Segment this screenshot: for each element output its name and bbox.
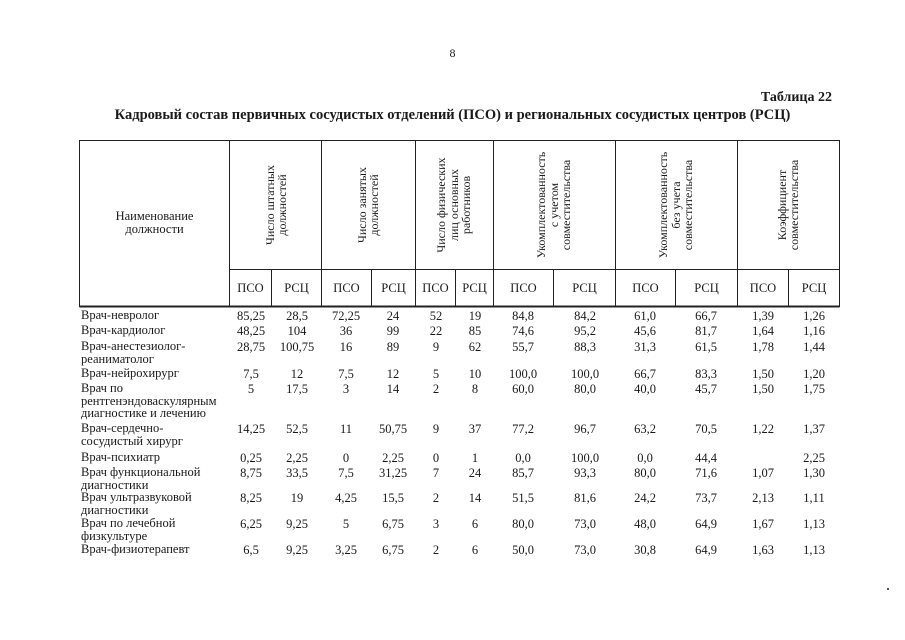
header-line: должностей xyxy=(367,174,381,236)
header-line: Укомплектованность xyxy=(534,151,549,259)
table-cell: 5 xyxy=(342,517,350,531)
table-cell: 36 xyxy=(339,324,353,338)
header-physical-persons xyxy=(419,141,489,269)
table-cell: 2,25 xyxy=(286,451,308,465)
table-cell: 80,0 xyxy=(574,382,596,396)
table-cell: 0,25 xyxy=(240,451,262,465)
table-cell: 64,9 xyxy=(695,543,717,557)
table-cell: 52,5 xyxy=(286,422,308,436)
table-cell: 7 xyxy=(432,466,440,480)
table-title: Кадровый состав первичных сосудистых отделений (ПСО) и региональных сосудистых центров (РСЦ) xyxy=(114,107,791,123)
name-line: Врач-невролог xyxy=(81,308,160,322)
table-cell: 85,25 xyxy=(236,309,266,323)
table-cell: 19 xyxy=(468,309,482,323)
name-line: Врач по xyxy=(81,381,123,395)
table-cell: 84,2 xyxy=(574,309,596,323)
table-cell: 28,75 xyxy=(236,340,266,354)
table-cell: 66,7 xyxy=(695,309,717,323)
table-cell: 2,13 xyxy=(752,491,774,505)
table-cell: 80,0 xyxy=(634,466,656,480)
subheader-rsc: РСЦ xyxy=(381,281,406,295)
table-cell: 1,13 xyxy=(803,517,825,531)
header-name-line: Наименование xyxy=(115,209,194,223)
subheader-rsc: РСЦ xyxy=(572,281,597,295)
table-cell: 62 xyxy=(468,340,482,354)
table-cell: 5 xyxy=(247,382,255,396)
subheader-pso: ПСО xyxy=(510,281,537,295)
name-line: рентгенэндоваскулярным xyxy=(81,393,217,408)
table-cell: 95,2 xyxy=(574,324,596,338)
table-cell: 99 xyxy=(386,324,400,338)
table-cell: 31,3 xyxy=(634,340,656,354)
table-cell: 1,11 xyxy=(803,491,825,505)
table-cell: 3,25 xyxy=(335,543,357,557)
table-cell: 0 xyxy=(432,451,440,465)
table-cell: 17,5 xyxy=(286,382,308,396)
table-cell: 100,0 xyxy=(570,367,600,381)
header-combining-coefficient xyxy=(753,141,823,269)
table-cell: 14,25 xyxy=(236,422,266,436)
subheader-pso: ПСО xyxy=(237,281,264,295)
table-cell: 14 xyxy=(386,382,400,396)
table-cell: 30,8 xyxy=(634,543,656,557)
table-cell: 84,8 xyxy=(512,309,534,323)
table-cell: 3 xyxy=(432,517,440,531)
header-line: работников xyxy=(459,175,474,235)
table-cell: 1,26 xyxy=(803,309,825,323)
table-cell: 1,50 xyxy=(752,382,774,396)
table-cell: 8,75 xyxy=(240,466,262,480)
table-cell: 80,0 xyxy=(512,517,534,531)
header-line: должностей xyxy=(275,174,289,236)
table-cell: 24 xyxy=(386,309,400,323)
table-cell: 7,5 xyxy=(243,367,259,381)
table-cell: 1,16 xyxy=(803,324,825,338)
table-cell: 72,25 xyxy=(331,309,361,323)
subheader-rsc: РСЦ xyxy=(694,281,719,295)
table-cell: 19 xyxy=(290,491,304,505)
table-cell: 7,5 xyxy=(338,367,354,381)
subheader-pso: ПСО xyxy=(422,281,449,295)
table-cell: 66,7 xyxy=(634,367,656,381)
table-cell: 7,5 xyxy=(338,466,354,480)
name-line: диагностике и лечению xyxy=(81,406,206,421)
table-cell: 15,5 xyxy=(382,491,404,505)
table-cell: 60,0 xyxy=(512,382,534,396)
table-cell: 44,4 xyxy=(695,451,717,465)
page-number: 8 xyxy=(449,46,456,60)
name-line: диагностики xyxy=(81,502,149,517)
table-cell: 81,7 xyxy=(695,324,717,338)
table-cell: 73,7 xyxy=(695,491,717,505)
table-cell: 1,64 xyxy=(752,324,774,338)
table-cell: 2 xyxy=(432,382,440,396)
table-cell: 2 xyxy=(432,491,440,505)
scan-speck xyxy=(887,588,889,590)
table-cell: 6,5 xyxy=(243,543,259,557)
header-staff-positions xyxy=(241,141,311,269)
table-cell: 96,7 xyxy=(574,422,596,436)
table-cell: 0,0 xyxy=(637,451,653,465)
table-caption: Таблица 22 xyxy=(760,90,832,105)
table-cell: 100,0 xyxy=(508,367,538,381)
table-cell: 85 xyxy=(468,324,482,338)
table-cell: 12 xyxy=(386,367,400,381)
table-cell: 63,2 xyxy=(634,422,656,436)
table-cell: 1,13 xyxy=(803,543,825,557)
row-name-vascular-surgeon xyxy=(81,422,229,447)
header-staffing-without-combining xyxy=(641,141,711,269)
table-cell: 1,63 xyxy=(752,543,774,557)
table-cell: 6,75 xyxy=(382,543,404,557)
table-cell: 1,44 xyxy=(803,340,825,354)
table-cell: 5 xyxy=(432,367,440,381)
header-line: Число штатных xyxy=(262,165,277,245)
header-staffing-with-combining xyxy=(519,141,589,269)
table-cell: 0,0 xyxy=(515,451,531,465)
table-cell: 10 xyxy=(468,367,482,381)
table-cell: 6 xyxy=(471,517,479,531)
subheader-rsc: РСЦ xyxy=(462,281,487,295)
row-name-neurologist xyxy=(81,309,229,322)
table-cell: 83,3 xyxy=(695,367,717,381)
row-name-functional-diagnostics xyxy=(81,466,229,491)
table-cell: 55,7 xyxy=(512,340,534,354)
table-cell: 45,7 xyxy=(695,382,717,396)
header-line: Число физических xyxy=(434,157,449,253)
table-cell: 33,5 xyxy=(286,466,308,480)
header-occupied-positions xyxy=(333,141,403,269)
subheader-rsc: РСЦ xyxy=(284,281,309,295)
name-line: Врач по лечебной xyxy=(81,516,176,530)
row-name-endovascular xyxy=(81,382,229,420)
table-cell: 89 xyxy=(386,340,400,354)
row-name-cardiologist xyxy=(81,324,229,337)
header-line: совместительства xyxy=(559,159,574,251)
table-cell: 50,75 xyxy=(378,422,408,436)
table-cell: 50,0 xyxy=(512,543,534,557)
table-cell: 0 xyxy=(342,451,350,465)
row-name-physical-therapy xyxy=(81,517,229,542)
table-cell: 14 xyxy=(468,491,482,505)
table-cell: 61,0 xyxy=(634,309,656,323)
row-name-physiotherapist xyxy=(81,543,229,556)
table-cell: 1,22 xyxy=(752,422,774,436)
subheader-pso: ПСО xyxy=(632,281,659,295)
name-line: диагностики xyxy=(81,477,149,492)
table-cell: 1 xyxy=(471,451,479,465)
row-name-ultrasound xyxy=(81,491,229,516)
table-cell: 48,0 xyxy=(634,517,656,531)
table-cell: 3 xyxy=(342,382,350,396)
table-cell: 1,78 xyxy=(752,340,774,354)
table-cell: 88,3 xyxy=(574,340,596,354)
table-cell: 22 xyxy=(429,324,443,338)
name-line: Врач-нейрохирург xyxy=(81,366,179,380)
table-cell: 81,6 xyxy=(574,491,596,505)
row-name-anesthesiologist xyxy=(81,340,229,365)
subheader-pso: ПСО xyxy=(749,281,777,295)
table-cell: 1,07 xyxy=(752,466,774,480)
table-cell: 1,20 xyxy=(803,367,825,381)
header-line: без учета xyxy=(668,181,683,229)
table-cell: 64,9 xyxy=(695,517,717,531)
header-line: с учетом xyxy=(546,182,561,228)
table-cell: 31,25 xyxy=(378,466,408,480)
table-cell: 1,39 xyxy=(752,309,774,323)
table-cell: 8,25 xyxy=(240,491,262,505)
table-cell: 1,67 xyxy=(752,517,774,531)
name-line: сосудистый хирург xyxy=(81,433,183,448)
table-cell: 2,25 xyxy=(382,451,404,465)
name-line: Врач-кардиолог xyxy=(81,323,166,337)
name-line: Врач функциональной xyxy=(81,465,201,479)
table-cell: 1,75 xyxy=(803,382,825,396)
table-cell: 40,0 xyxy=(634,382,656,396)
table-cell: 71,6 xyxy=(695,466,717,480)
subheader-pso: ПСО xyxy=(333,281,360,295)
table-cell: 74,6 xyxy=(512,324,534,338)
table-cell: 9 xyxy=(432,422,440,436)
table-cell: 48,25 xyxy=(236,324,266,338)
table-cell: 9,25 xyxy=(286,543,308,557)
table-cell: 1,50 xyxy=(752,367,774,381)
table-cell: 6,75 xyxy=(382,517,404,531)
table-cell: 2,25 xyxy=(803,451,825,465)
header-line: совместительства xyxy=(681,159,696,251)
table-cell: 51,5 xyxy=(512,491,534,505)
name-line: реаниматолог xyxy=(81,351,154,366)
table-cell: 1,37 xyxy=(803,422,825,436)
table-cell: 61,5 xyxy=(695,340,717,354)
table-cell: 24 xyxy=(468,466,482,480)
subheader-rsc: РСЦ xyxy=(801,281,827,295)
table-cell: 11 xyxy=(339,422,353,436)
table-cell: 73,0 xyxy=(574,543,596,557)
table-cell: 8 xyxy=(471,382,479,396)
table-cell: 28,5 xyxy=(286,309,308,323)
header-line: Укомплектованность xyxy=(656,151,671,259)
table-cell: 16 xyxy=(339,340,353,354)
table-cell: 1,30 xyxy=(803,466,825,480)
header-line: совместительства xyxy=(787,159,801,251)
name-line: Врач ультразвуковой xyxy=(81,490,192,504)
table-cell: 77,2 xyxy=(512,422,534,436)
name-line: физкультуре xyxy=(81,528,148,543)
name-line: Врач-физиотерапевт xyxy=(81,542,190,556)
row-name-neurosurgeon xyxy=(81,367,229,380)
row-name-psychiatrist xyxy=(81,451,229,464)
table-cell: 73,0 xyxy=(574,517,596,531)
name-line: Врач-сердечно- xyxy=(81,421,164,435)
table-cell: 12 xyxy=(290,367,304,381)
header-name-line: должности xyxy=(125,222,184,236)
table-cell: 45,6 xyxy=(634,324,656,338)
header-name-column xyxy=(80,210,229,236)
table-cell: 104 xyxy=(287,324,307,338)
table-cell: 9,25 xyxy=(286,517,308,531)
table-cell: 93,3 xyxy=(574,466,596,480)
table-cell: 6 xyxy=(471,543,479,557)
name-line: Врач-анестезиолог- xyxy=(81,339,186,353)
table-cell: 100,75 xyxy=(279,340,315,354)
name-line: Врач-психиатр xyxy=(81,450,161,464)
header-line: Число занятых xyxy=(354,167,369,243)
table-cell: 6,25 xyxy=(240,517,262,531)
table-cell: 2 xyxy=(432,543,440,557)
table-cell: 52 xyxy=(429,309,443,323)
header-line: Коэффициент xyxy=(774,169,789,241)
table-cell: 4,25 xyxy=(335,491,357,505)
table-cell: 85,7 xyxy=(512,466,534,480)
table-cell: 70,5 xyxy=(695,422,717,436)
table-cell: 100,0 xyxy=(570,451,600,465)
header-line: лиц основных xyxy=(446,168,461,242)
table-cell: 24,2 xyxy=(634,491,656,505)
table-cell: 9 xyxy=(432,340,440,354)
table-cell: 37 xyxy=(468,422,482,436)
